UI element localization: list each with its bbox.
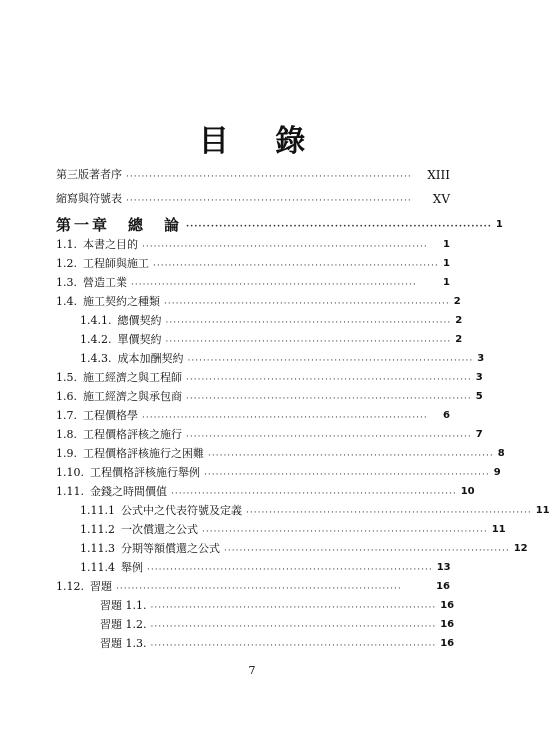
toc-entry-number: 1.11.: [56, 485, 84, 498]
toc-entry-label: 工程價格評核施行之困難: [83, 447, 204, 460]
toc-entry[interactable]: [0, 481, 504, 499]
toc-entry-label: 本書之目的: [83, 238, 138, 251]
toc-entry-number: 1.7.: [56, 409, 77, 422]
toc-entry-page: 16: [440, 619, 455, 630]
toc-entry-label: 習題: [90, 580, 112, 593]
toc-entry-number: 1.12.: [56, 580, 84, 593]
toc-entry-label: 舉例: [121, 561, 143, 574]
toc-entry-label: 習題 1.3.: [100, 637, 147, 650]
dot-leader: ··········································································: [208, 451, 494, 461]
toc-entry-number: 1.8.: [56, 428, 77, 441]
toc-entry[interactable]: [0, 424, 504, 442]
toc-entry-label: 工程師與施工: [83, 257, 149, 270]
toc-entry-label: 總價契約: [117, 314, 162, 327]
toc-entry-page: 9: [493, 467, 501, 478]
toc-entry-page: XIII: [427, 168, 450, 182]
toc-entry-page: 2: [455, 315, 463, 326]
toc-entry-number: 1.9.: [56, 447, 77, 460]
toc-entry-page: 1: [443, 277, 450, 288]
toc-entry[interactable]: [0, 272, 504, 290]
toc-entry[interactable]: [0, 386, 504, 404]
toc-entry-page: 12: [513, 543, 528, 554]
toc-entry-number: 1.5.: [56, 371, 77, 384]
toc-entry-page: 13: [436, 562, 451, 573]
toc-entry-page: 2: [453, 296, 461, 307]
dot-leader: ··········································································: [246, 508, 532, 518]
toc-entry-label: 金錢之時間價值: [90, 485, 167, 498]
toc-entry-label: 習題 1.1.: [100, 599, 147, 612]
dot-leader: ··········································································: [186, 394, 472, 404]
toc-entry-label: 成本加酬契約: [117, 352, 184, 365]
page-number: 7: [248, 664, 256, 677]
dot-leader: ··········································································: [150, 622, 437, 632]
toc-entry-label: 工程價格評核之施行: [83, 428, 182, 441]
dot-leader: ··········································································: [142, 242, 428, 252]
toc-entry[interactable]: [0, 291, 504, 309]
toc-entry-page: 16: [436, 581, 450, 592]
page-title: 目 錄: [198, 124, 324, 159]
toc-entry-number: 1.2.: [56, 257, 77, 270]
dot-leader: ··········································································: [186, 375, 472, 385]
toc-exercise-entry[interactable]: [0, 614, 504, 632]
toc-entry-number: 1.11.2: [80, 523, 115, 536]
dot-leader: ··········································································: [126, 196, 412, 206]
toc-entry[interactable]: [0, 443, 504, 461]
dot-leader: ··········································································: [150, 641, 437, 651]
toc-entry-number: 1.4.3.: [80, 352, 112, 365]
toc-entry-number: 1.10.: [56, 466, 84, 479]
toc-entry-number: 1.6.: [56, 390, 77, 403]
dot-leader: ··········································································: [164, 299, 450, 309]
dot-leader: ··········································································: [202, 527, 488, 537]
toc-entry-page: 6: [443, 410, 450, 421]
toc-entry-number: 1.11.1: [80, 504, 115, 517]
dot-leader: ··········································································: [150, 603, 437, 613]
toc-entry-page: 7: [475, 429, 483, 440]
toc-entry-page: XV: [432, 192, 450, 206]
toc-entry-page: 11: [491, 524, 506, 535]
toc-entry-label: 施工契約之種類: [83, 295, 160, 308]
dot-leader: ··········································································: [187, 356, 474, 366]
toc-subentry[interactable]: [0, 348, 504, 366]
dot-leader: ··········································································: [126, 172, 412, 182]
toc-entry-page: 10: [460, 486, 475, 497]
toc-chapter-heading[interactable]: [0, 210, 504, 232]
toc-entry-label: 營造工業: [83, 276, 127, 289]
toc-entry[interactable]: [0, 462, 504, 480]
toc-entry-page: 3: [475, 372, 483, 383]
toc-entry-number: 1.4.1.: [80, 314, 112, 327]
toc-exercise-entry[interactable]: [0, 595, 504, 613]
toc-subentry[interactable]: [0, 538, 528, 556]
dot-leader: ··········································································: [186, 222, 492, 232]
toc-entry[interactable]: [0, 576, 504, 594]
toc-entry-number: 1.4.2.: [80, 333, 112, 346]
toc-entry[interactable]: [0, 253, 504, 271]
dot-leader: ··········································································: [131, 280, 417, 290]
toc-entry-label: 一次償還之公式: [121, 523, 198, 536]
toc-entry-page: 8: [497, 448, 505, 459]
toc-entry-number: 1.4.: [56, 295, 77, 308]
toc-entry-label: 施工經濟之與承包商: [83, 390, 182, 403]
toc-entry-preface[interactable]: [0, 164, 504, 182]
toc-subentry[interactable]: [0, 310, 504, 328]
toc-entry-page: 11: [535, 505, 550, 516]
toc-entry-label: 縮寫與符號表: [56, 192, 122, 205]
toc-entry-label: 第一章 總 論: [56, 216, 183, 234]
dot-leader: ··········································································: [165, 318, 452, 328]
dot-leader: ··········································································: [224, 546, 510, 556]
toc-entry-page: 2: [455, 334, 463, 345]
toc-entry-label: 施工經濟之與工程師: [83, 371, 182, 384]
toc-entry[interactable]: [0, 405, 504, 423]
toc-entry-number: 1.11.4: [80, 561, 115, 574]
dot-leader: ··········································································: [165, 337, 452, 347]
toc-subentry[interactable]: [0, 329, 504, 347]
dot-leader: ··········································································: [116, 584, 402, 594]
toc-entry-label: 工程價格評核施行舉例: [90, 466, 200, 479]
dot-leader: ··········································································: [147, 565, 433, 575]
toc-entry[interactable]: [0, 367, 504, 385]
toc-entry-label: 習題 1.2.: [100, 618, 147, 631]
dot-leader: ··········································································: [204, 470, 490, 480]
toc-entry-page: 5: [475, 391, 483, 402]
toc-entry-page: 1: [443, 239, 450, 250]
toc-entry-page: 16: [440, 638, 455, 649]
toc-entry-page: 3: [477, 353, 485, 364]
toc-entry-label: 公式中之代表符號及定義: [121, 504, 242, 517]
toc-subentry[interactable]: [0, 557, 504, 575]
toc-entry-number: 1.3.: [56, 276, 77, 289]
toc-entry-label: 工程價格學: [83, 409, 138, 422]
dot-leader: ··········································································: [153, 261, 439, 271]
toc-entry-abbreviations[interactable]: [0, 188, 504, 206]
dot-leader: ··········································································: [186, 432, 472, 442]
toc-entry-label: 單價契約: [117, 333, 162, 346]
toc-entry-page: 1: [443, 258, 450, 269]
toc-entry-label: 第三版著者序: [56, 168, 122, 181]
toc-entry-page: 16: [440, 600, 455, 611]
toc-entry-number: 1.1.: [56, 238, 77, 251]
toc-subentry[interactable]: [0, 519, 504, 537]
toc-exercise-entry[interactable]: [0, 633, 504, 651]
dot-leader: ··········································································: [171, 489, 457, 499]
toc-entry[interactable]: [0, 234, 504, 252]
toc-entry-number: 1.11.3: [80, 542, 115, 555]
toc-subentry[interactable]: [0, 500, 550, 518]
toc-entry-label: 分期等額償還之公式: [121, 542, 220, 555]
dot-leader: ··········································································: [142, 413, 428, 423]
toc-entry-page: 1: [495, 219, 503, 230]
